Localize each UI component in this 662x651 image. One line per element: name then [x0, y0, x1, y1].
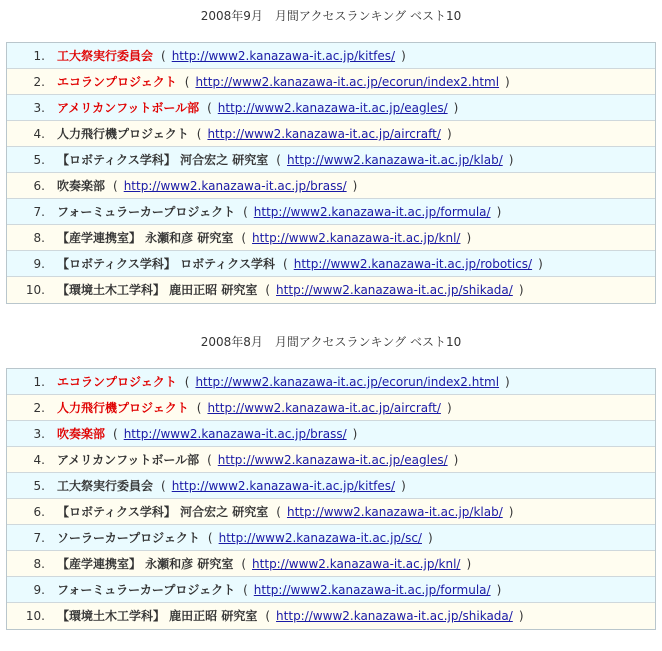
- ranking-title-september: 2008年9月 月間アクセスランキング ベスト10: [200, 9, 462, 23]
- rank-number: 5.: [33, 479, 45, 493]
- ranking-link[interactable]: http://www2.kanazawa-it.ac.jp/sc/: [218, 531, 422, 545]
- ranking-name: 工大祭実行委員会: [57, 49, 154, 63]
- close-paren: ): [446, 401, 452, 415]
- ranking-link[interactable]: http://www2.kanazawa-it.ac.jp/formula/: [253, 583, 491, 597]
- ranking-name: 吹奏楽部: [57, 427, 106, 441]
- open-paren: (: [276, 153, 281, 167]
- ranking-link[interactable]: http://www2.kanazawa-it.ac.jp/eagles/: [217, 101, 448, 115]
- ranking-row: [7, 525, 655, 551]
- close-paren: ): [401, 49, 406, 63]
- ranking-name: 【ロボティクス学科】 河合宏之 研究室: [57, 153, 269, 167]
- ranking-link[interactable]: http://www2.kanazawa-it.ac.jp/shikada/: [276, 283, 513, 297]
- ranking-link[interactable]: http://www2.kanazawa-it.ac.jp/robotics/: [293, 257, 533, 271]
- ranking-row: [7, 551, 655, 577]
- close-paren: ): [508, 505, 514, 519]
- ranking-title-august: 2008年8月 月間アクセスランキング ベスト10: [200, 335, 462, 349]
- open-paren: (: [276, 505, 281, 519]
- ranking-row: [7, 395, 655, 421]
- close-paren: ): [466, 557, 472, 571]
- ranking-row: [7, 447, 655, 473]
- ranking-row: [7, 147, 655, 173]
- ranking-link[interactable]: http://www2.kanazawa-it.ac.jp/knl/: [252, 557, 461, 571]
- open-paren: (: [243, 205, 248, 219]
- ranking-table-august: [6, 368, 656, 630]
- close-paren: ): [352, 179, 358, 193]
- ranking-name: 【産学連携室】 永瀬和彦 研究室: [57, 557, 234, 571]
- rank-number: 8.: [33, 231, 45, 245]
- ranking-link[interactable]: http://www2.kanazawa-it.ac.jp/ecorun/index2.html: [195, 375, 500, 389]
- rank-number: 10.: [25, 609, 45, 623]
- ranking-name: 【ロボティクス学科】 ロボティクス学科: [57, 257, 276, 271]
- ranking-link[interactable]: http://www2.kanazawa-it.ac.jp/brass/: [123, 427, 347, 441]
- close-paren: ): [427, 531, 433, 545]
- ranking-link[interactable]: http://www2.kanazawa-it.ac.jp/eagles/: [217, 453, 448, 467]
- ranking-link[interactable]: http://www2.kanazawa-it.ac.jp/ecorun/index2.html: [195, 75, 500, 89]
- close-paren: ): [505, 375, 510, 389]
- open-paren: (: [243, 583, 248, 597]
- open-paren: (: [161, 479, 166, 493]
- ranking-link[interactable]: http://www2.kanazawa-it.ac.jp/aircraft/: [207, 127, 441, 141]
- ranking-row: [7, 499, 655, 525]
- close-paren: ): [496, 583, 502, 597]
- ranking-name: アメリカンフットボール部: [57, 101, 200, 115]
- ranking-link[interactable]: http://www2.kanazawa-it.ac.jp/aircraft/: [207, 401, 441, 415]
- open-paren: (: [241, 557, 247, 571]
- open-paren: (: [113, 179, 118, 193]
- ranking-name: 【環境土木工学科】 鹿田正昭 研究室: [57, 283, 258, 297]
- ranking-name: 人力飛行機プロジェクト: [57, 401, 189, 415]
- close-paren: ): [401, 479, 406, 493]
- close-paren: ): [496, 205, 502, 219]
- ranking-link[interactable]: http://www2.kanazawa-it.ac.jp/brass/: [123, 179, 347, 193]
- ranking-name: 【環境土木工学科】 鹿田正昭 研究室: [57, 609, 258, 623]
- rank-number: 3.: [33, 427, 45, 441]
- open-paren: (: [161, 49, 166, 63]
- open-paren: (: [283, 257, 288, 271]
- ranking-name: 工大祭実行委員会: [57, 479, 154, 493]
- ranking-name: アメリカンフットボール部: [57, 453, 200, 467]
- rank-number: 6.: [33, 179, 45, 193]
- close-paren: ): [352, 427, 358, 441]
- close-paren: ): [508, 153, 514, 167]
- rank-number: 3.: [33, 101, 45, 115]
- ranking-table-september: [6, 42, 656, 304]
- ranking-row: [7, 95, 655, 121]
- ranking-name: エコランプロジェクト: [57, 375, 177, 389]
- ranking-row: [7, 277, 655, 303]
- ranking-row: [7, 69, 655, 95]
- open-paren: (: [196, 127, 202, 141]
- ranking-name: エコランプロジェクト: [57, 75, 177, 89]
- rank-number: 8.: [33, 557, 45, 571]
- ranking-name: 【ロボティクス学科】 河合宏之 研究室: [57, 505, 269, 519]
- ranking-name: フォーミュラーカープロジェクト: [57, 205, 236, 219]
- ranking-row: [7, 421, 655, 447]
- open-paren: (: [184, 75, 190, 89]
- open-paren: (: [265, 609, 271, 623]
- close-paren: ): [453, 101, 459, 115]
- close-paren: ): [505, 75, 510, 89]
- ranking-link[interactable]: http://www2.kanazawa-it.ac.jp/kitfes/: [171, 49, 396, 63]
- ranking-row: [7, 251, 655, 277]
- ranking-row: [7, 173, 655, 199]
- ranking-name: ソーラーカープロジェクト: [57, 531, 200, 545]
- ranking-name: フォーミュラーカープロジェクト: [57, 583, 236, 597]
- open-paren: (: [241, 231, 247, 245]
- rank-number: 2.: [33, 75, 45, 89]
- rank-number: 9.: [33, 257, 45, 271]
- ranking-row: [7, 199, 655, 225]
- ranking-row: [7, 369, 655, 395]
- close-paren: ): [466, 231, 472, 245]
- ranking-row: [7, 603, 655, 629]
- rank-number: 10.: [25, 283, 45, 297]
- ranking-link[interactable]: http://www2.kanazawa-it.ac.jp/kitfes/: [171, 479, 396, 493]
- rank-number: 9.: [33, 583, 45, 597]
- open-paren: (: [265, 283, 271, 297]
- ranking-row: [7, 121, 655, 147]
- open-paren: (: [113, 427, 118, 441]
- ranking-link[interactable]: http://www2.kanazawa-it.ac.jp/klab/: [286, 153, 503, 167]
- close-paren: ): [538, 257, 543, 271]
- open-paren: (: [196, 401, 202, 415]
- ranking-link[interactable]: http://www2.kanazawa-it.ac.jp/knl/: [252, 231, 461, 245]
- rank-number: 2.: [33, 401, 45, 415]
- open-paren: (: [184, 375, 190, 389]
- rank-number: 6.: [33, 505, 45, 519]
- ranking-name: 人力飛行機プロジェクト: [57, 127, 189, 141]
- ranking-row: [7, 577, 655, 603]
- ranking-row: [7, 225, 655, 251]
- open-paren: (: [207, 531, 213, 545]
- ranking-row: [7, 473, 655, 499]
- rank-number: 4.: [33, 127, 45, 141]
- ranking-row: [7, 43, 655, 69]
- ranking-link[interactable]: http://www2.kanazawa-it.ac.jp/formula/: [253, 205, 491, 219]
- close-paren: ): [446, 127, 452, 141]
- rank-number: 4.: [33, 453, 45, 467]
- open-paren: (: [207, 101, 212, 115]
- ranking-link[interactable]: http://www2.kanazawa-it.ac.jp/klab/: [286, 505, 503, 519]
- ranking-name: 吹奏楽部: [57, 179, 106, 193]
- rank-number: 7.: [33, 531, 45, 545]
- close-paren: ): [453, 453, 459, 467]
- open-paren: (: [207, 453, 212, 467]
- rank-number: 5.: [33, 153, 45, 167]
- rank-number: 1.: [33, 375, 45, 389]
- ranking-name: 【産学連携室】 永瀬和彦 研究室: [57, 231, 234, 245]
- ranking-link[interactable]: http://www2.kanazawa-it.ac.jp/shikada/: [276, 609, 513, 623]
- close-paren: ): [518, 283, 524, 297]
- close-paren: ): [518, 609, 524, 623]
- rank-number: 1.: [33, 49, 45, 63]
- rank-number: 7.: [33, 205, 45, 219]
